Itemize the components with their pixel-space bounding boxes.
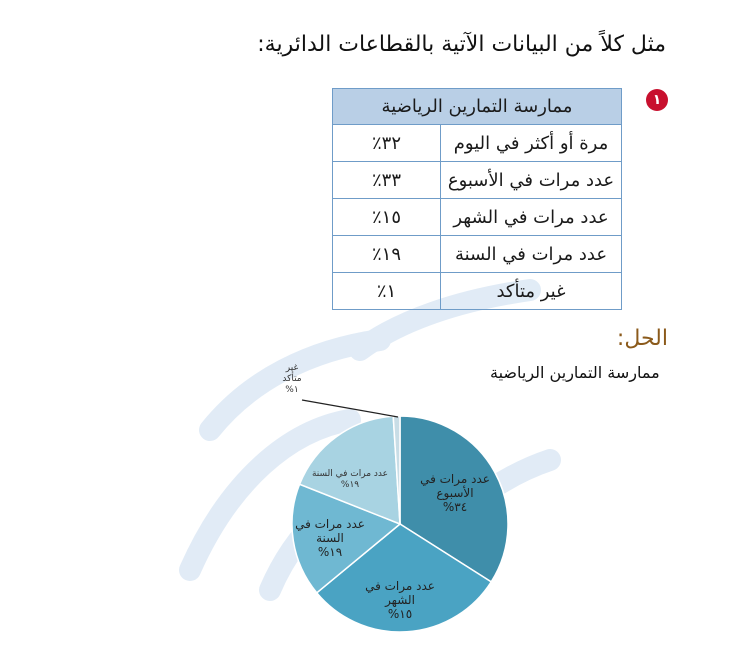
solution-label: الحل: [616, 326, 668, 351]
row-value: ٣٢٪ [333, 125, 441, 162]
slice-label: عدد مرات في السنة ١٩% [311, 469, 389, 490]
slice-label: عدد مرات في الأسبوع ٣٤% [420, 472, 490, 514]
row-value: ١٩٪ [333, 236, 441, 273]
table-header: ممارسة التمارين الرياضية [333, 89, 622, 125]
leader-line [302, 400, 398, 417]
slice-label: غير متأكد ١% [282, 363, 302, 395]
row-label: عدد مرات في الأسبوع [441, 162, 622, 199]
row-value: ١٪ [333, 273, 441, 310]
question-number-badge: ١ [646, 89, 668, 111]
row-value: ٣٣٪ [333, 162, 441, 199]
slice-label: عدد مرات في السنة ١٩% [295, 517, 365, 559]
instruction-text: مثل كلاً من البيانات الآتية بالقطاعات الدائرية: [257, 32, 666, 57]
row-label: غير متأكد [441, 273, 622, 310]
chart-title: ممارسة التمارين الرياضية [490, 363, 660, 382]
slice-label: عدد مرات في الشهر ١٥% [365, 579, 435, 621]
row-label: مرة أو أكثر في اليوم [441, 125, 622, 162]
row-label: عدد مرات في السنة [441, 236, 622, 273]
row-value: ١٥٪ [333, 199, 441, 236]
row-label: عدد مرات في الشهر [441, 199, 622, 236]
